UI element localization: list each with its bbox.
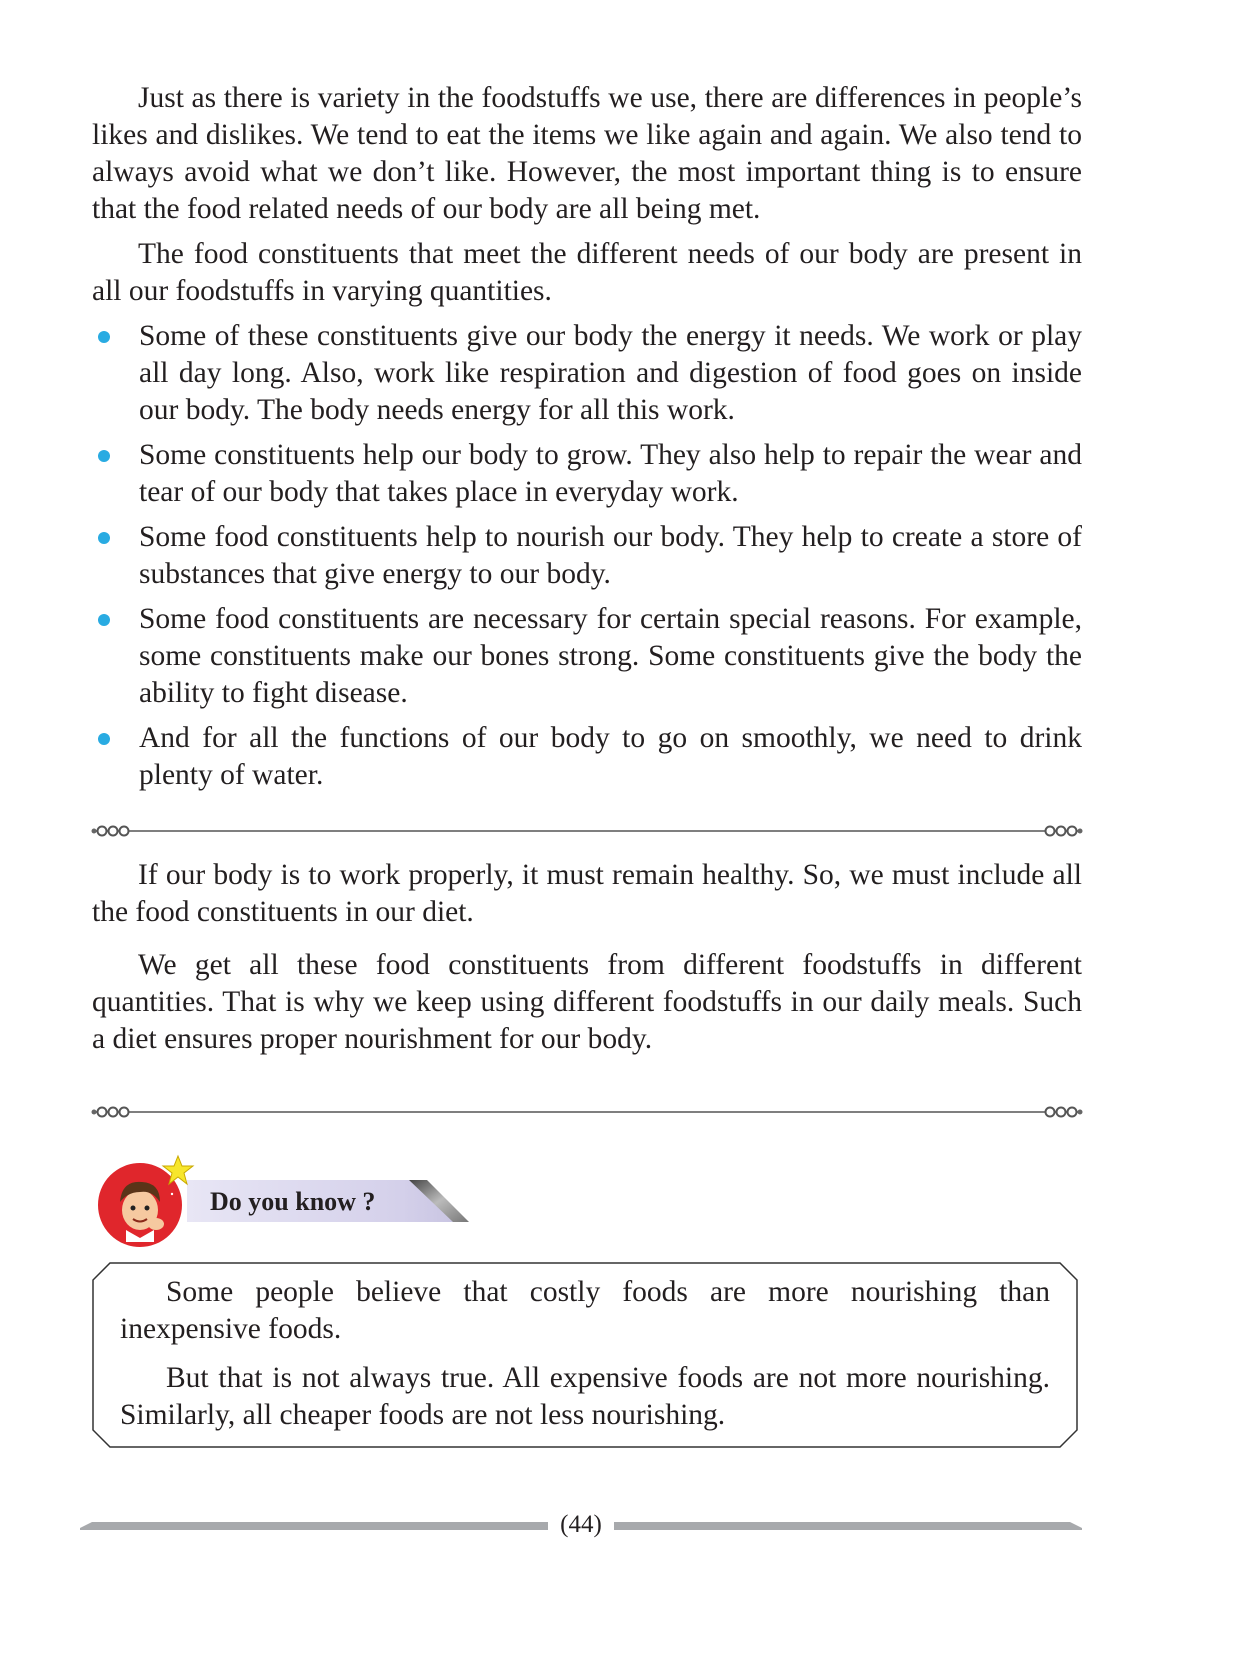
section-divider: [90, 824, 1084, 838]
list-item-text: Some of these constituents give our body the energy it needs. We work or play all day long. Also, work like respiration and digestion of food goes on inside our body. The body needs energy for all this work.: [139, 320, 1082, 426]
page-number: (44): [560, 1511, 602, 1538]
bullet-dot-icon: [98, 614, 110, 626]
intro-paragraph-2: The food constituents that meet the different needs of our body are present in all our foodstuffs in varying quantities.: [92, 238, 1082, 307]
list-item: [92, 601, 1082, 712]
bullet-dot-icon: [98, 733, 110, 745]
list-item-text: And for all the functions of our body to go on smoothly, we need to drink plenty of water.: [139, 722, 1082, 791]
intro-section: [92, 80, 1082, 802]
summary-section: [92, 857, 1082, 1058]
do-you-know-paragraph-2: But that is not always true. All expensive foods are not more nourishing. Similarly, all cheaper foods are not less nourishing.: [120, 1362, 1050, 1431]
list-item: [92, 720, 1082, 794]
section-divider: [90, 1105, 1084, 1119]
bullet-dot-icon: [98, 331, 110, 343]
bullet-dot-icon: [98, 450, 110, 462]
list-item: [92, 519, 1082, 593]
bullet-dot-icon: [98, 532, 110, 544]
constituents-list: [92, 318, 1082, 794]
intro-paragraph-1: Just as there is variety in the foodstuffs we use, there are differences in people’s likes and dislikes. We tend to eat the items we like again and again. We also tend to always avoid what we don’t like. However, the most important thing is to ensure that the food related needs of our body are all being met.: [92, 82, 1082, 225]
boy-thinking-icon: [92, 1150, 202, 1250]
summary-paragraph-1: If our body is to work properly, it must remain healthy. So, we must include all the food constituents in our diet.: [92, 859, 1082, 928]
do-you-know-title: Do you know ?: [210, 1187, 376, 1216]
do-you-know-banner: [92, 1150, 492, 1250]
page-footer: [80, 1510, 1082, 1540]
list-item-text: Some constituents help our body to grow. They also help to repair the wear and tear of our body that takes place in everyday work.: [139, 439, 1082, 508]
list-item-text: Some food constituents help to nourish our body. They help to create a store of substances that give energy to our body.: [139, 521, 1082, 590]
summary-paragraph-2: We get all these food constituents from different foodstuffs in different quantities. That is why we keep using different foodstuffs in our daily meals. Such a diet ensures proper nourishment for our body.: [92, 949, 1082, 1055]
do-you-know-box: [92, 1262, 1078, 1448]
list-item: [92, 437, 1082, 511]
list-item: [92, 318, 1082, 429]
do-you-know-paragraph-1: Some people believe that costly foods are more nourishing than inexpensive foods.: [120, 1276, 1050, 1345]
list-item-text: Some food constituents are necessary for certain special reasons. For example, some constituents make our bones strong. Some constituents give the body the ability to fight disease.: [139, 603, 1082, 709]
